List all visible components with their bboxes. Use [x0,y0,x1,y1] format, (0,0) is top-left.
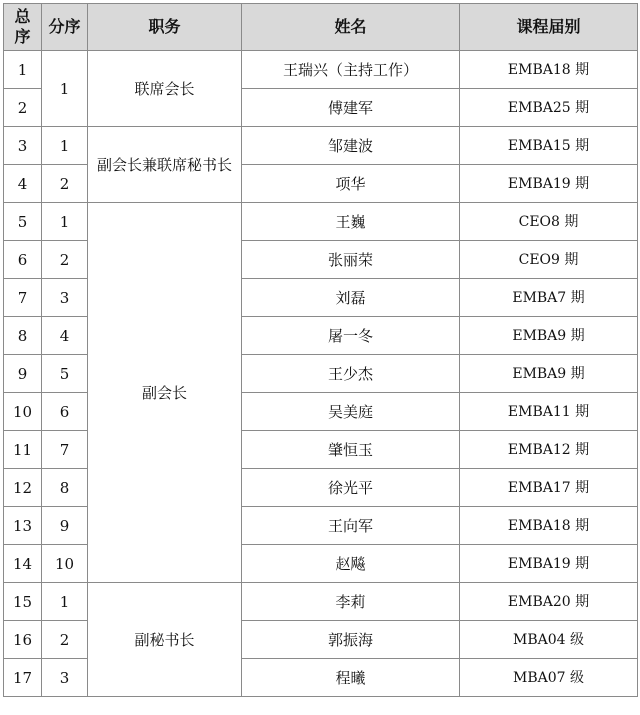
sub-seq-cell: 2 [42,241,88,279]
course-cell: EMBA17 期 [460,469,638,507]
sub-seq-cell: 6 [42,393,88,431]
name-cell: 郭振海 [242,621,460,659]
name-cell: 王少杰 [242,355,460,393]
table-row [4,51,638,89]
total-seq-cell: 12 [4,469,42,507]
sub-seq-cell: 1 [42,127,88,165]
table-row [4,127,638,165]
course-cell: EMBA19 期 [460,165,638,203]
course-cell: MBA04 级 [460,621,638,659]
sub-seq-cell: 1 [42,51,88,127]
sub-seq-cell: 1 [42,583,88,621]
name-cell: 项华 [242,165,460,203]
course-cell: MBA07 级 [460,659,638,697]
name-cell: 程曦 [242,659,460,697]
name-cell: 王巍 [242,203,460,241]
name-cell: 张丽荣 [242,241,460,279]
header-position: 职务 [88,4,242,51]
header-sub-seq: 分序 [42,4,88,51]
name-cell: 赵飚 [242,545,460,583]
sub-seq-cell: 8 [42,469,88,507]
sub-seq-cell: 7 [42,431,88,469]
name-cell: 徐光平 [242,469,460,507]
total-seq-cell: 11 [4,431,42,469]
sub-seq-cell: 2 [42,621,88,659]
header-total-seq: 总序 [4,4,42,51]
sub-seq-cell: 4 [42,317,88,355]
total-seq-cell: 2 [4,89,42,127]
role-cell-chair: 联席会长 [88,51,242,127]
course-cell: EMBA25 期 [460,89,638,127]
name-cell: 李莉 [242,583,460,621]
name-cell: 王瑞兴（主持工作） [242,51,460,89]
course-cell: CEO9 期 [460,241,638,279]
sub-seq-cell: 9 [42,507,88,545]
sub-seq-cell: 5 [42,355,88,393]
course-cell: EMBA20 期 [460,583,638,621]
course-cell: EMBA15 期 [460,127,638,165]
total-seq-cell: 7 [4,279,42,317]
name-cell: 邹建波 [242,127,460,165]
course-cell: EMBA9 期 [460,355,638,393]
sub-seq-cell: 10 [42,545,88,583]
course-cell: EMBA19 期 [460,545,638,583]
total-seq-cell: 10 [4,393,42,431]
course-cell: EMBA18 期 [460,507,638,545]
course-cell: EMBA9 期 [460,317,638,355]
course-cell: CEO8 期 [460,203,638,241]
name-cell: 屠一冬 [242,317,460,355]
total-seq-cell: 5 [4,203,42,241]
sub-seq-cell: 1 [42,203,88,241]
sub-seq-cell: 2 [42,165,88,203]
name-cell: 刘磊 [242,279,460,317]
total-seq-cell: 15 [4,583,42,621]
course-cell: EMBA18 期 [460,51,638,89]
header-course: 课程届别 [460,4,638,51]
total-seq-cell: 17 [4,659,42,697]
role-cell-deputy-secretary: 副秘书长 [88,583,242,697]
header-row [4,4,638,51]
course-cell: EMBA11 期 [460,393,638,431]
total-seq-cell: 1 [4,51,42,89]
total-seq-cell: 13 [4,507,42,545]
table-row [4,583,638,621]
total-seq-cell: 4 [4,165,42,203]
total-seq-cell: 8 [4,317,42,355]
course-cell: EMBA12 期 [460,431,638,469]
name-cell: 吴美庭 [242,393,460,431]
course-cell: EMBA7 期 [460,279,638,317]
name-cell: 王向军 [242,507,460,545]
table-row [4,203,638,241]
member-table [3,3,638,697]
header-name: 姓名 [242,4,460,51]
sub-seq-cell: 3 [42,279,88,317]
total-seq-cell: 6 [4,241,42,279]
total-seq-cell: 14 [4,545,42,583]
sub-seq-cell: 3 [42,659,88,697]
name-cell: 傅建军 [242,89,460,127]
total-seq-cell: 16 [4,621,42,659]
name-cell: 肇恒玉 [242,431,460,469]
total-seq-cell: 3 [4,127,42,165]
role-cell-vice-chair: 副会长 [88,203,242,583]
total-seq-cell: 9 [4,355,42,393]
role-cell-vice-chair-secretary: 副会长兼联席秘书长 [88,127,242,203]
